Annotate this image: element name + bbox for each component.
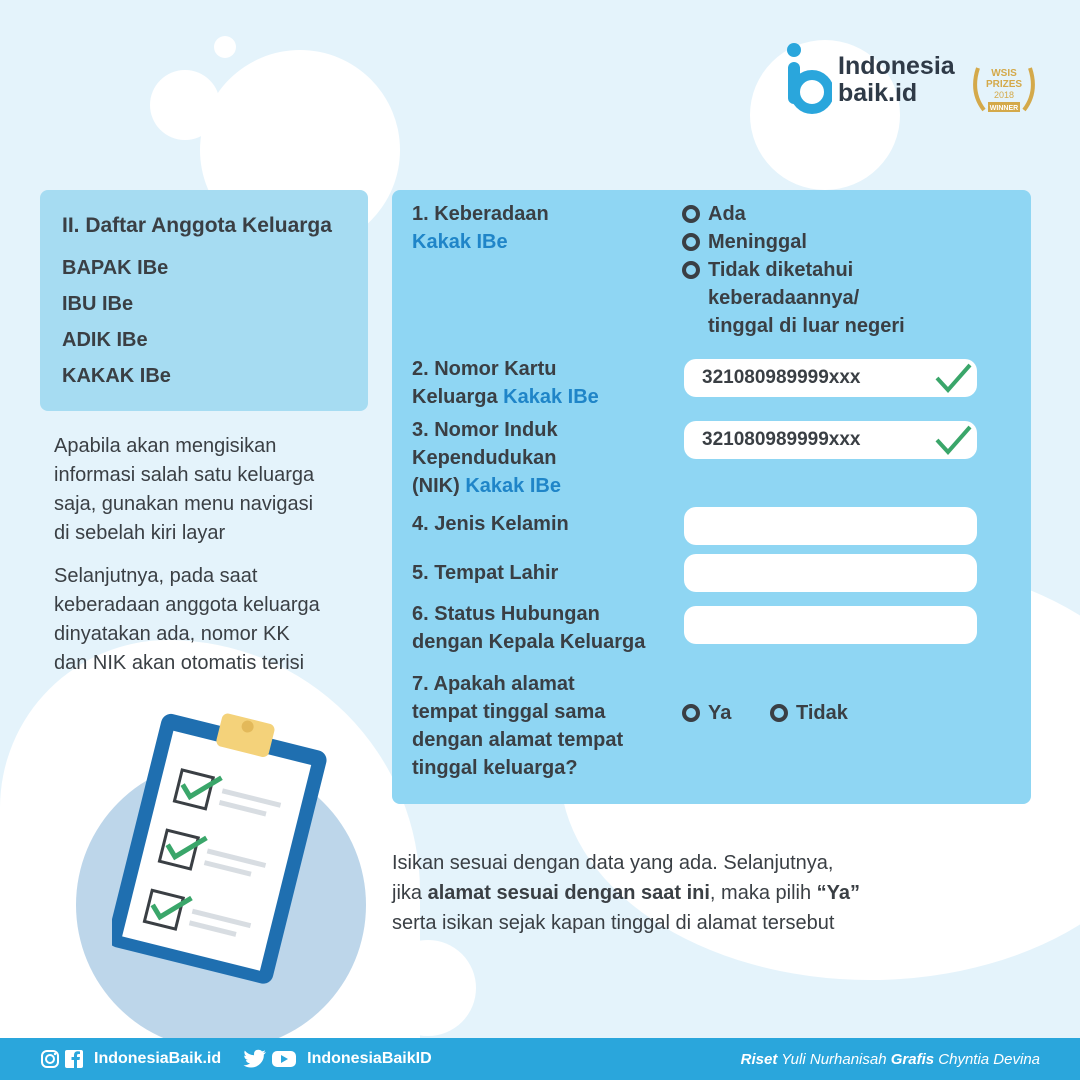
- wsis-award-icon: [968, 58, 1040, 124]
- member-bapak[interactable]: BAPAK IBe: [62, 257, 169, 279]
- instruction-bold: alamat sesuai dengan saat ini: [427, 882, 710, 904]
- note-line: Apabila akan mengisikan: [54, 435, 277, 457]
- option-line: keberadaannya/: [708, 287, 860, 309]
- check-icon: [934, 424, 972, 456]
- q3-label-line: 3. Nomor Induk: [412, 419, 558, 441]
- q4-label: 4. Jenis Kelamin: [412, 513, 569, 535]
- q7-label-line: tempat tinggal sama: [412, 701, 606, 723]
- option-label: [708, 256, 905, 340]
- note-line: dinyatakan ada, nomor KK: [54, 623, 290, 645]
- youtube-icon[interactable]: [271, 1049, 297, 1069]
- bg-circle: [380, 940, 476, 1036]
- q2-label: [412, 355, 599, 411]
- indonesiabaik-logo-icon: [786, 42, 832, 118]
- option-line: Tidak diketahui: [708, 259, 854, 281]
- twitter-icon[interactable]: [243, 1049, 267, 1069]
- q1-label: [412, 200, 549, 256]
- gender-field[interactable]: [684, 507, 977, 545]
- q5-label: 5. Tempat Lahir: [412, 562, 559, 584]
- credit-label: Grafis: [890, 1050, 935, 1068]
- q6-label-line: 6. Status Hubungan: [412, 603, 600, 625]
- q7-label-line: dengan alamat tempat: [412, 729, 624, 751]
- instruction-line: [392, 878, 952, 908]
- brand-logo: [786, 42, 955, 118]
- brand-line-2: baik.id: [838, 79, 918, 107]
- q2-label-line: Keluarga: [412, 386, 504, 408]
- credits: [741, 1051, 1040, 1068]
- q6-label: [412, 600, 645, 656]
- q1-option-tidak-diketahui[interactable]: [682, 256, 905, 340]
- q2-label-accent: Kakak IBe: [503, 386, 599, 408]
- panel-title: II. Daftar Anggota Keluarga: [62, 214, 332, 237]
- note-navigation: [54, 432, 364, 548]
- clipboard-checklist-icon: [112, 710, 332, 990]
- handle-website[interactable]: IndonesiaBaik.id: [94, 1050, 222, 1067]
- radio-icon[interactable]: [682, 704, 700, 722]
- note-line: saja, gunakan menu navigasi: [54, 493, 314, 515]
- check-icon: [934, 362, 972, 394]
- q7-label-line: tinggal keluarga?: [412, 757, 578, 779]
- bg-circle: [214, 36, 236, 58]
- bottom-instruction: [392, 848, 952, 938]
- note-autofill: [54, 562, 364, 678]
- option-label: Ya: [708, 702, 732, 724]
- option-label: Meninggal: [708, 231, 807, 253]
- footer-bar: [0, 1038, 1080, 1080]
- radio-icon[interactable]: [682, 261, 700, 279]
- note-line: informasi salah satu keluarga: [54, 464, 315, 486]
- award-line-1: WSIS: [991, 68, 1017, 79]
- credit-name: Yuli Nurhanisah: [781, 1050, 887, 1068]
- note-line: di sebelah kiri layar: [54, 522, 226, 544]
- member-kakak[interactable]: KAKAK IBe: [62, 365, 171, 387]
- family-member-nav: [40, 190, 368, 411]
- option-line: tinggal di luar negeri: [708, 315, 905, 337]
- q3-label: [412, 416, 561, 500]
- award-line-2: PRIZES: [985, 79, 1023, 90]
- q3-label-accent: Kakak IBe: [465, 475, 561, 497]
- award-badge: WINNER: [989, 105, 1019, 112]
- member-ibu[interactable]: IBU IBe: [62, 293, 134, 315]
- q2-label-line: 2. Nomor Kartu: [412, 358, 557, 380]
- credit-label: Riset: [740, 1050, 778, 1068]
- q1-option-ada[interactable]: [682, 200, 746, 228]
- handle-social[interactable]: IndonesiaBaikID: [307, 1050, 432, 1067]
- instruction-text: , maka pilih: [709, 882, 817, 904]
- note-line: dan NIK akan otomatis terisi: [54, 652, 305, 674]
- q7-label: [412, 670, 623, 782]
- note-line: Selanjutnya, pada saat: [54, 565, 258, 587]
- birthplace-field[interactable]: [684, 554, 977, 592]
- instagram-icon[interactable]: [40, 1049, 60, 1069]
- q1-label-line: 1. Keberadaan: [412, 203, 549, 225]
- instruction-line: Isikan sesuai dengan data yang ada. Selanjutnya,: [392, 852, 834, 874]
- social-handles: [40, 1049, 432, 1069]
- credit-name: Chyntia Devina: [938, 1050, 1040, 1068]
- radio-icon[interactable]: [682, 233, 700, 251]
- radio-icon[interactable]: [682, 205, 700, 223]
- relationship-field[interactable]: [684, 606, 977, 644]
- award-year: 2018: [993, 90, 1015, 100]
- q7-option-ya[interactable]: [682, 699, 731, 727]
- bg-circle: [150, 70, 220, 140]
- option-label: Tidak: [796, 702, 848, 724]
- brand-name: [838, 53, 955, 107]
- option-label: Ada: [708, 203, 746, 225]
- q6-label-line: dengan Kepala Keluarga: [412, 631, 646, 653]
- q1-label-accent: Kakak IBe: [412, 231, 508, 253]
- q7-label-line: 7. Apakah alamat: [412, 673, 575, 695]
- q1-option-meninggal[interactable]: [682, 228, 807, 256]
- instruction-bold: “Ya”: [816, 882, 860, 904]
- facebook-icon[interactable]: [64, 1049, 84, 1069]
- q3-label-line: (NIK): [412, 475, 466, 497]
- note-line: keberadaan anggota keluarga: [54, 594, 320, 616]
- instruction-line: serta isikan sejak kapan tinggal di alamat tersebut: [392, 912, 835, 934]
- member-adik[interactable]: ADIK IBe: [62, 329, 148, 351]
- q3-label-line: Kependudukan: [412, 447, 557, 469]
- brand-line-1: Indonesia: [838, 52, 955, 80]
- instruction-text: jika: [392, 882, 428, 904]
- member-form: [392, 190, 1031, 804]
- q7-option-tidak[interactable]: [770, 699, 848, 727]
- radio-icon[interactable]: [770, 704, 788, 722]
